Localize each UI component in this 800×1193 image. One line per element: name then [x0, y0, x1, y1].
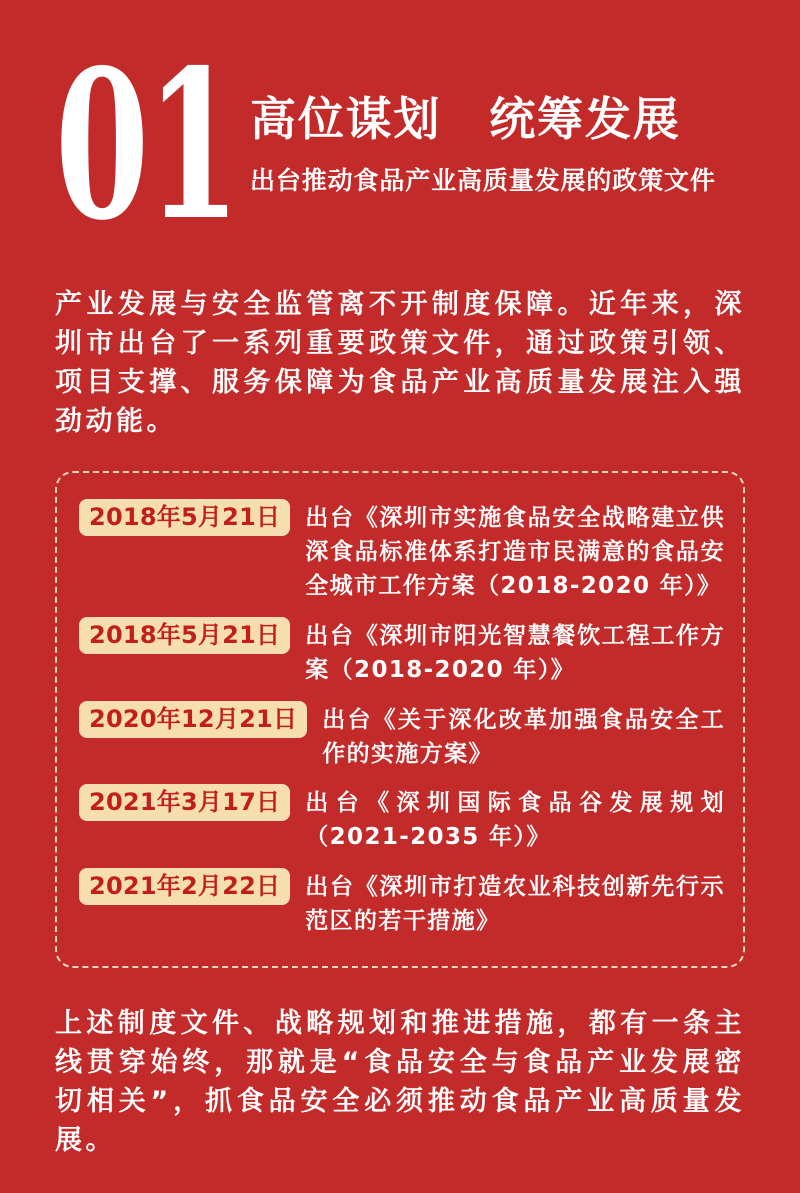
page-title: 高位谋划 统筹发展 — [250, 92, 681, 146]
timeline-row — [79, 499, 725, 603]
timeline-row — [79, 784, 725, 854]
policy-description: 出台《深圳国际食品谷发展规划（2021-2035 年）》 — [305, 790, 725, 851]
intro-paragraph: 产业发展与安全监管离不开制度保障。近年来，深圳市出台了一系列重要政策文件，通过政策引领、项目支撑、服务保障为食品产业高质量发展注入强劲动能。 — [55, 289, 745, 437]
policy-description: 出台《关于深化改革加强食品安全工作的实施方案》 — [322, 706, 725, 767]
date-badge: 2021年2月22日 — [79, 868, 290, 905]
policy-description: 出台《深圳市阳光智慧餐饮工程工作方案（2018-2020 年）》 — [305, 622, 725, 683]
timeline-row — [79, 617, 725, 687]
closing-paragraph: 上述制度文件、战略规划和推进措施，都有一条主线贯穿始终，那就是“食品安全与食品产业发展密切相关”，抓食品安全必须推动食品产业高质量发展。 — [55, 1008, 745, 1156]
timeline-row — [79, 868, 725, 938]
date-badge: 2020年12月21日 — [79, 701, 307, 738]
title-block — [250, 94, 716, 197]
policy-description: 出台《深圳市实施食品安全战略建立供深食品标准体系打造市民满意的食品安全城市工作方案（2018-2020 年）》 — [305, 505, 725, 599]
poster-page — [0, 26, 800, 1193]
policy-timeline-box — [55, 471, 745, 968]
page-subtitle: 出台推动食品产业高质量发展的政策文件 — [250, 165, 716, 195]
date-badge: 2021年3月17日 — [79, 784, 290, 821]
section-number: 01 — [55, 26, 238, 266]
date-badge: 2018年5月21日 — [79, 499, 290, 536]
timeline-row — [79, 701, 725, 771]
section-header — [55, 26, 745, 266]
policy-description: 出台《深圳市打造农业科技创新先行示范区的若干措施》 — [305, 874, 725, 934]
date-badge: 2018年5月21日 — [79, 617, 290, 654]
